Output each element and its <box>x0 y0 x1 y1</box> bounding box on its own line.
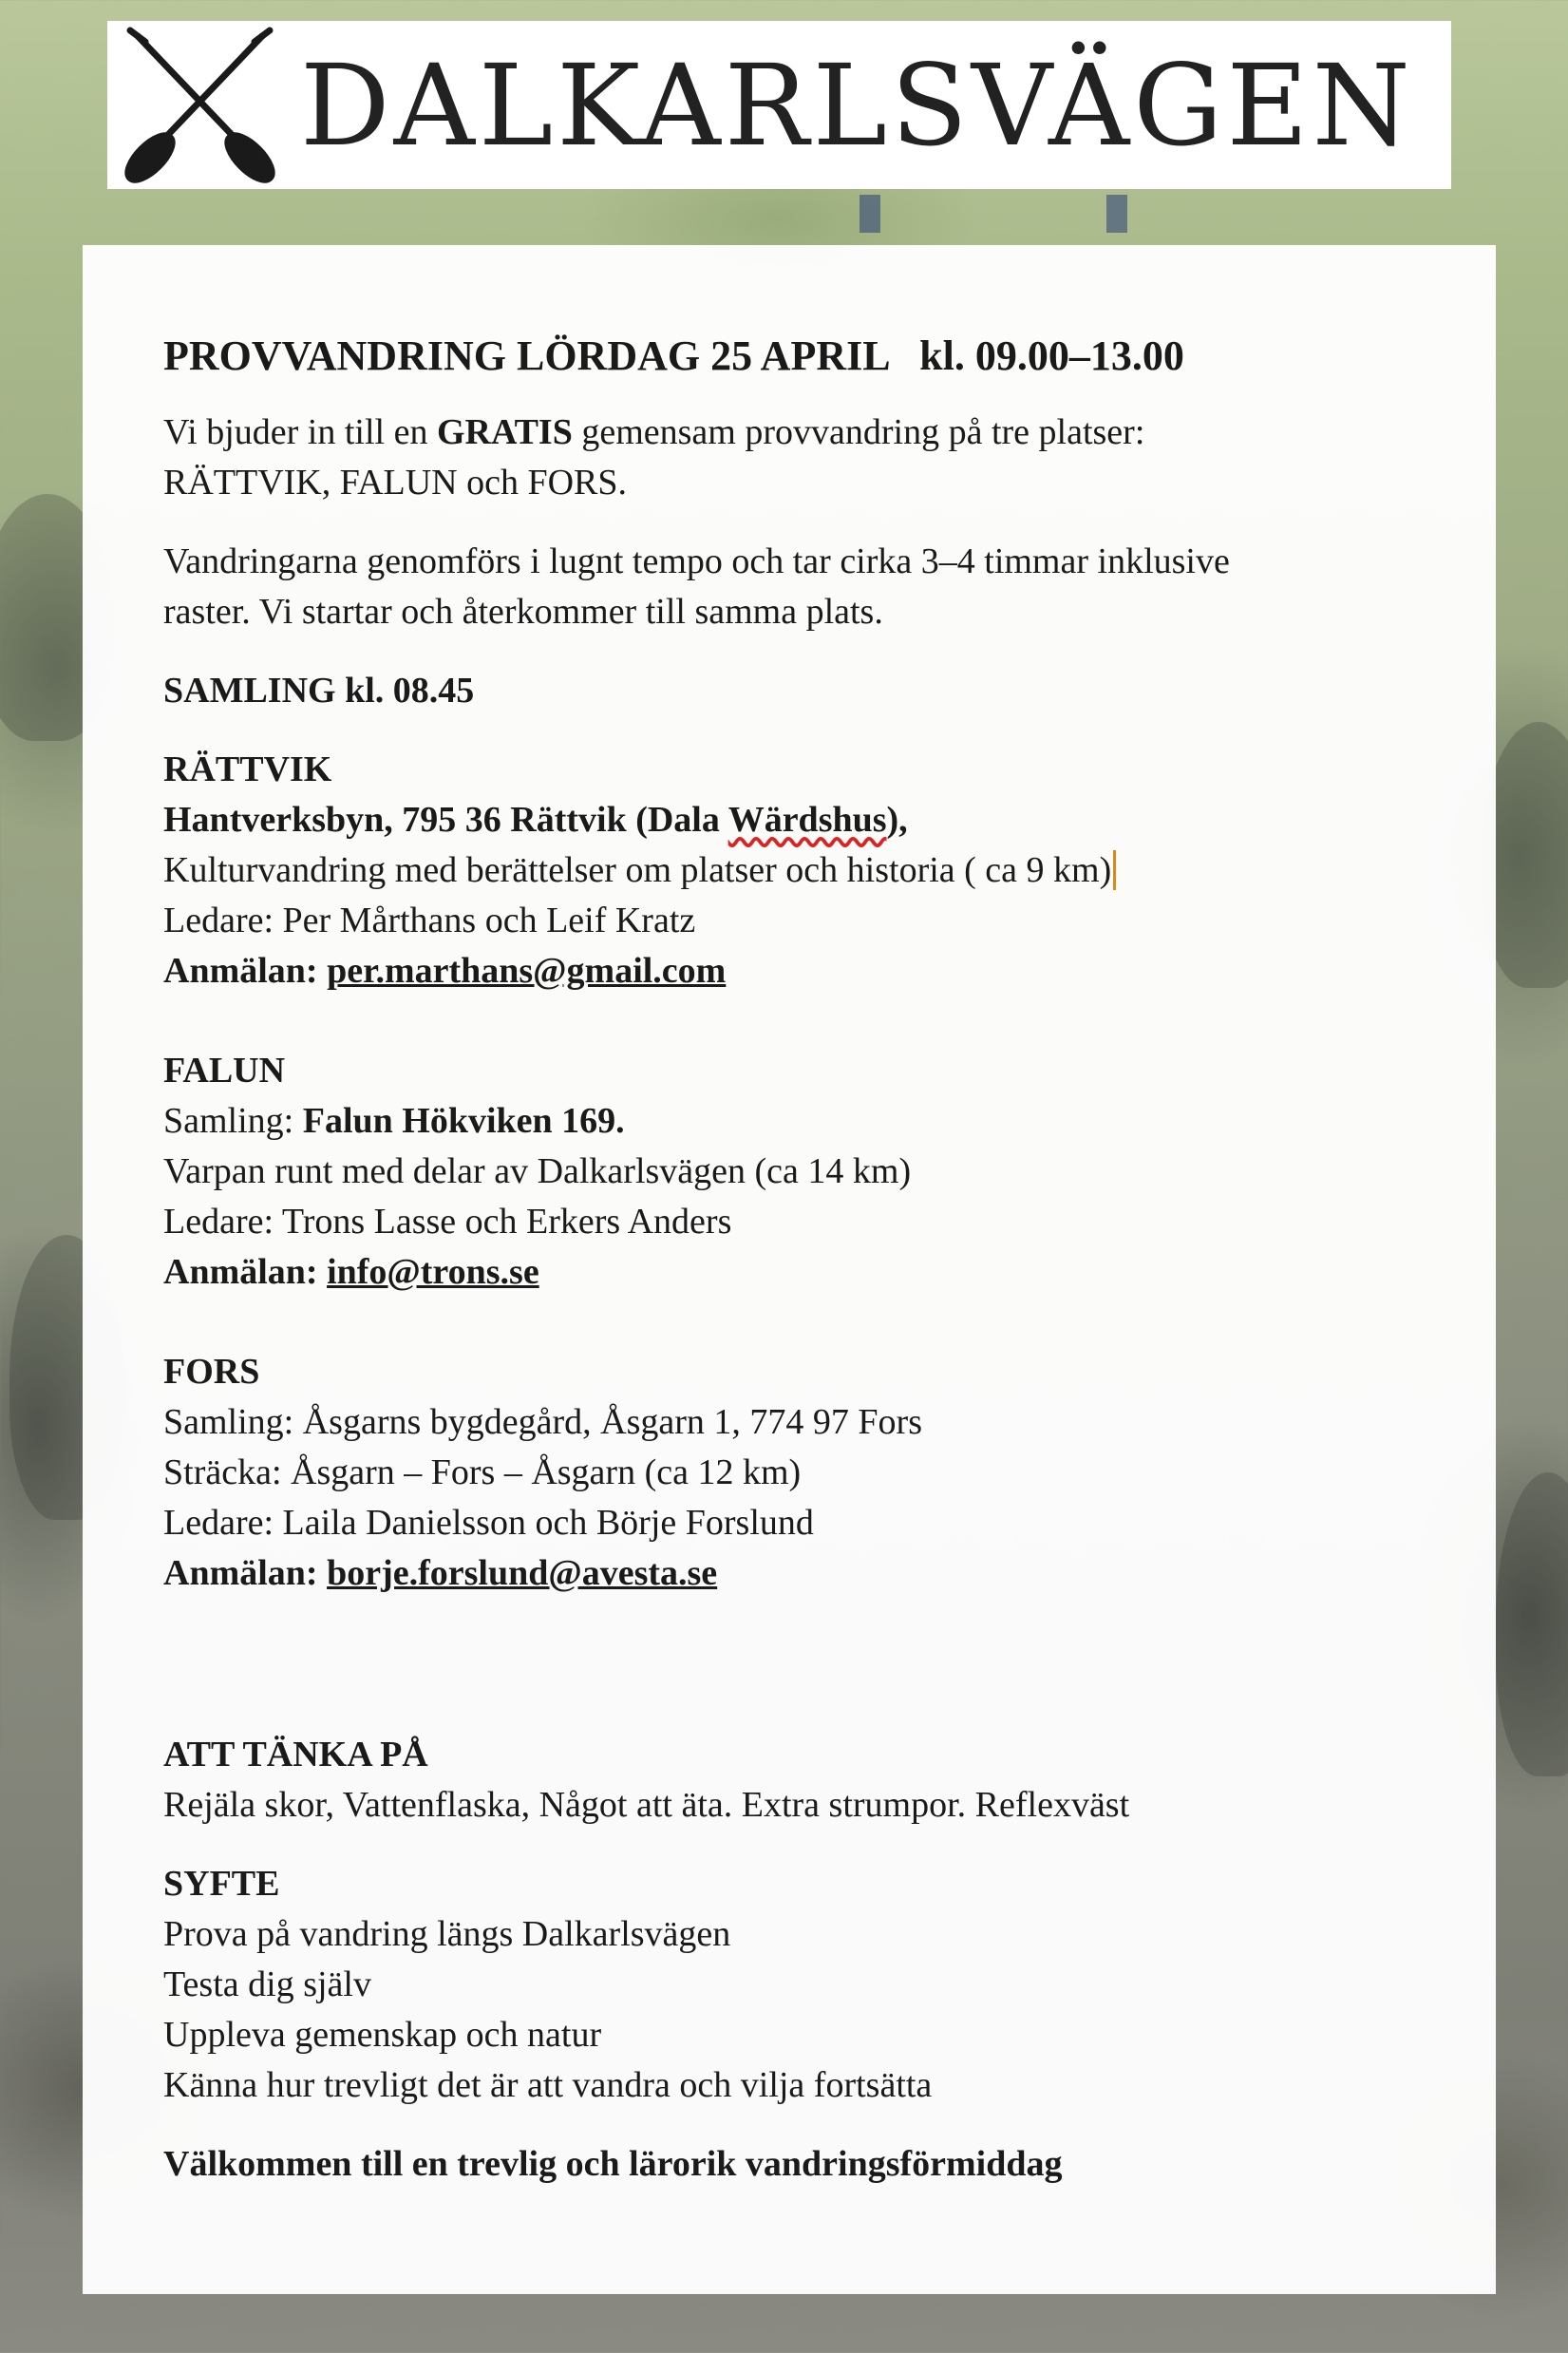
falun-leaders: Ledare: Trons Lasse och Erkers Anders <box>163 1202 732 1242</box>
headline <box>163 331 1455 381</box>
fors-heading: FORS <box>163 1352 260 1392</box>
falun-samling-label: Samling: <box>163 1101 303 1141</box>
syfte-line: Känna hur trevligt det är att vandra och vilja fortsätta <box>163 2065 933 2105</box>
falun-signup <box>163 1247 1455 1298</box>
falun-desc: Varpan runt med delar av Dalkarlsvägen (ca 14 km) <box>163 1151 912 1191</box>
fors-samling: Samling: Åsgarns bygdegård, Åsgarn 1, 774 97 Fors <box>163 1402 922 1442</box>
think-items: Rejäla skor, Vattenflaska, Något att äta. Extra strumpor. Reflexväst <box>163 1785 1130 1825</box>
rattvik-signup <box>163 946 1455 996</box>
crossed-paddles-icon <box>117 25 283 186</box>
fors-signup <box>163 1548 1455 1599</box>
rattvik-place-a: Hantverksbyn, 795 36 Rättvik (Dala <box>163 800 728 840</box>
pace-line-1: Vandringarna genomförs i lugnt tempo och tar cirka 3–4 timmar inklusive <box>163 541 1230 581</box>
intro-text: Vi bjuder in till en <box>163 412 437 452</box>
rattvik-signup-label: Anmälan: <box>163 951 328 991</box>
background-flag <box>860 195 880 233</box>
samling-time: SAMLING kl. 08.45 <box>163 671 475 711</box>
falun-signup-label: Anmälan: <box>163 1252 328 1292</box>
syfte-line: Testa dig själv <box>163 1964 371 2004</box>
syfte-heading: SYFTE <box>163 1864 280 1904</box>
fors-signup-label: Anmälan: <box>163 1553 328 1593</box>
pace-line-2: raster. Vi startar och återkommer till samma plats. <box>163 592 883 632</box>
background-flag <box>1106 195 1127 233</box>
background-hiker <box>1496 1472 1568 1776</box>
rattvik-email-link[interactable]: per.marthans@gmail.com <box>327 951 727 991</box>
headline-time: kl. 09.00–13.00 <box>919 332 1184 379</box>
closing-line: Välkommen till en trevlig och lärorik vandringsförmiddag <box>163 2144 1063 2184</box>
intro-text-2: gemensam provvandring på tre platser: <box>572 412 1145 452</box>
rattvik-desc <box>163 845 1455 896</box>
syfte-line: Uppleva gemenskap och natur <box>163 2015 602 2055</box>
rattvik-desc-text: Kulturvandring med berättelser om platser och historia ( ca 9 km) <box>163 850 1116 890</box>
intro-gratis: GRATIS <box>436 412 573 452</box>
headline-date: PROVVANDRING LÖRDAG 25 APRIL <box>163 332 889 379</box>
logo-banner <box>107 21 1451 189</box>
flyer-card <box>83 245 1496 2294</box>
fors-stracka: Sträcka: Åsgarn – Fors – Åsgarn (ca 12 km) <box>163 1452 802 1492</box>
rattvik-leaders: Ledare: Per Mårthans och Leif Kratz <box>163 901 696 940</box>
falun-email-link[interactable]: info@trons.se <box>327 1252 539 1292</box>
falun-samling-place: Falun Hökviken 169. <box>302 1101 625 1141</box>
falun-samling <box>163 1096 1455 1147</box>
rattvik-place <box>163 795 1455 845</box>
fors-leaders: Ledare: Laila Danielsson och Börje Forslund <box>163 1503 814 1543</box>
rattvik-place-c: ), <box>886 800 908 840</box>
intro-line <box>163 408 1455 458</box>
fors-email-link[interactable]: borje.forslund@avesta.se <box>327 1553 718 1593</box>
logo-title: DALKARLSVÄGEN <box>300 39 1414 171</box>
rattvik-place-misspelled: Wärdshus <box>727 800 887 840</box>
rattvik-heading: RÄTTVIK <box>163 750 332 789</box>
syfte-line: Prova på vandring längs Dalkarlsvägen <box>163 1914 731 1954</box>
intro-places: RÄTTVIK, FALUN och FORS. <box>163 463 628 503</box>
falun-heading: FALUN <box>163 1051 286 1091</box>
flyer-content <box>163 331 1455 2190</box>
think-heading: ATT TÄNKA PÅ <box>163 1735 428 1774</box>
